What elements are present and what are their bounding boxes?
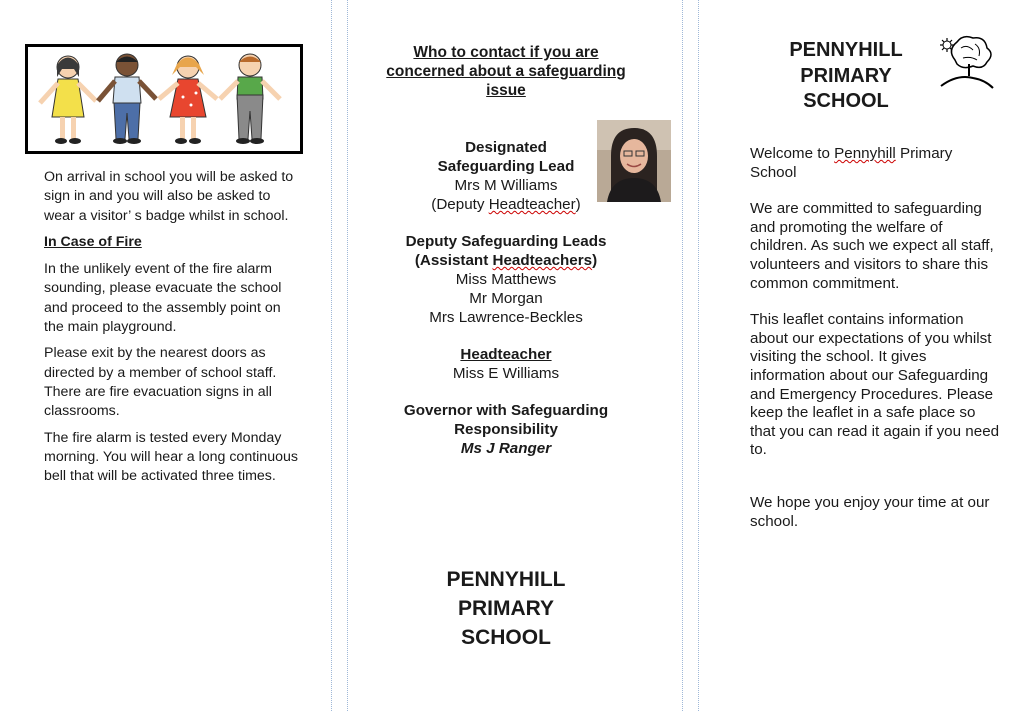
enjoy-paragraph: We hope you enjoy your time at our school. bbox=[750, 493, 990, 530]
dsl-block bbox=[360, 138, 652, 214]
dsl-name: Mrs M Williams bbox=[454, 177, 558, 194]
children-clipart bbox=[25, 44, 303, 154]
commitment-paragraph: We are committed to safeguarding and promoting the welfare of children. As such we expect all staff, volunteers and visitors to share this common commitment. bbox=[750, 200, 994, 292]
fire-heading: In Case of Fire bbox=[44, 233, 142, 250]
fire-paragraph-3: The fire alarm is tested every Monday morning. You will hear a long continuous bell that will be activated three times. bbox=[44, 429, 298, 485]
governor-block bbox=[360, 401, 652, 458]
dsl-role: (Deputy Headteacher) bbox=[431, 196, 581, 213]
column-guide-3 bbox=[682, 0, 683, 711]
welcome-paragraph: Welcome to Pennyhill Primary School bbox=[750, 145, 953, 181]
dsl-title-1: Designated bbox=[465, 139, 547, 156]
contacts-list bbox=[360, 138, 652, 476]
column-guide-4 bbox=[698, 0, 699, 711]
school-name-line-3: SCHOOL bbox=[803, 90, 889, 112]
deputy-subtitle: (Assistant Headteachers) bbox=[414, 252, 598, 269]
head-block bbox=[360, 345, 652, 383]
column-guide-1 bbox=[331, 0, 332, 711]
spell-mark: Headteachers bbox=[492, 252, 593, 269]
deputy-name-2: Mr Morgan bbox=[469, 290, 543, 307]
children-holding-hands-image bbox=[28, 47, 300, 151]
arrival-paragraph: On arrival in school you will be asked to sign in and you will also be asked to wear a visitor’ s badge whilst in school. bbox=[44, 169, 294, 224]
visitor-info-left bbox=[44, 168, 300, 493]
school-name-right bbox=[758, 38, 934, 115]
dsl-title-2: Safeguarding Lead bbox=[437, 158, 575, 175]
governor-title-2: Responsibility bbox=[454, 421, 558, 438]
deputy-name-1: Miss Matthews bbox=[455, 271, 557, 288]
school-name-line-2: PRIMARY bbox=[800, 64, 892, 87]
spell-mark: Headteacher bbox=[488, 196, 576, 213]
deputy-title: Deputy Safeguarding Leads bbox=[405, 233, 607, 250]
school-name-line-1: PENNYHILL bbox=[789, 39, 903, 61]
fire-paragraph-2: Please exit by the nearest doors as directed by a member of school staff. There are fire evacuation signs in all classrooms. bbox=[44, 345, 277, 420]
welcome-text bbox=[750, 145, 1002, 549]
school-name-line-2: PRIMARY bbox=[457, 597, 555, 620]
school-name-line-1: PENNYHILL bbox=[446, 568, 566, 591]
school-name-middle bbox=[374, 565, 638, 652]
leaflet-paragraph: This leaflet contains information about our expectations of you whilst visiting the school. It gives information about our Safeguarding and Emergency Procedures. Please keep the leaflet in a safe place so that you can read it again if you need to. bbox=[750, 311, 1000, 459]
school-name-line-3: SCHOOL bbox=[461, 626, 551, 649]
tree-logo-icon bbox=[933, 30, 997, 94]
governor-name: Ms J Ranger bbox=[460, 440, 552, 457]
governor-title-1: Governor with Safeguarding bbox=[403, 402, 609, 419]
contact-heading: Who to contact if you are concerned about a safeguarding issue bbox=[386, 44, 626, 99]
deputy-name-3: Mrs Lawrence-Beckles bbox=[429, 309, 583, 326]
head-title: Headteacher bbox=[460, 346, 552, 363]
deputy-block bbox=[360, 232, 652, 327]
fire-paragraph-1: In the unlikely event of the fire alarm sounding, please evacuate the school and proceed to the assembly point on the main playground. bbox=[44, 261, 282, 336]
column-guide-2 bbox=[347, 0, 348, 711]
spell-mark: Pennyhill bbox=[834, 145, 896, 162]
head-name: Miss E Williams bbox=[452, 365, 560, 382]
